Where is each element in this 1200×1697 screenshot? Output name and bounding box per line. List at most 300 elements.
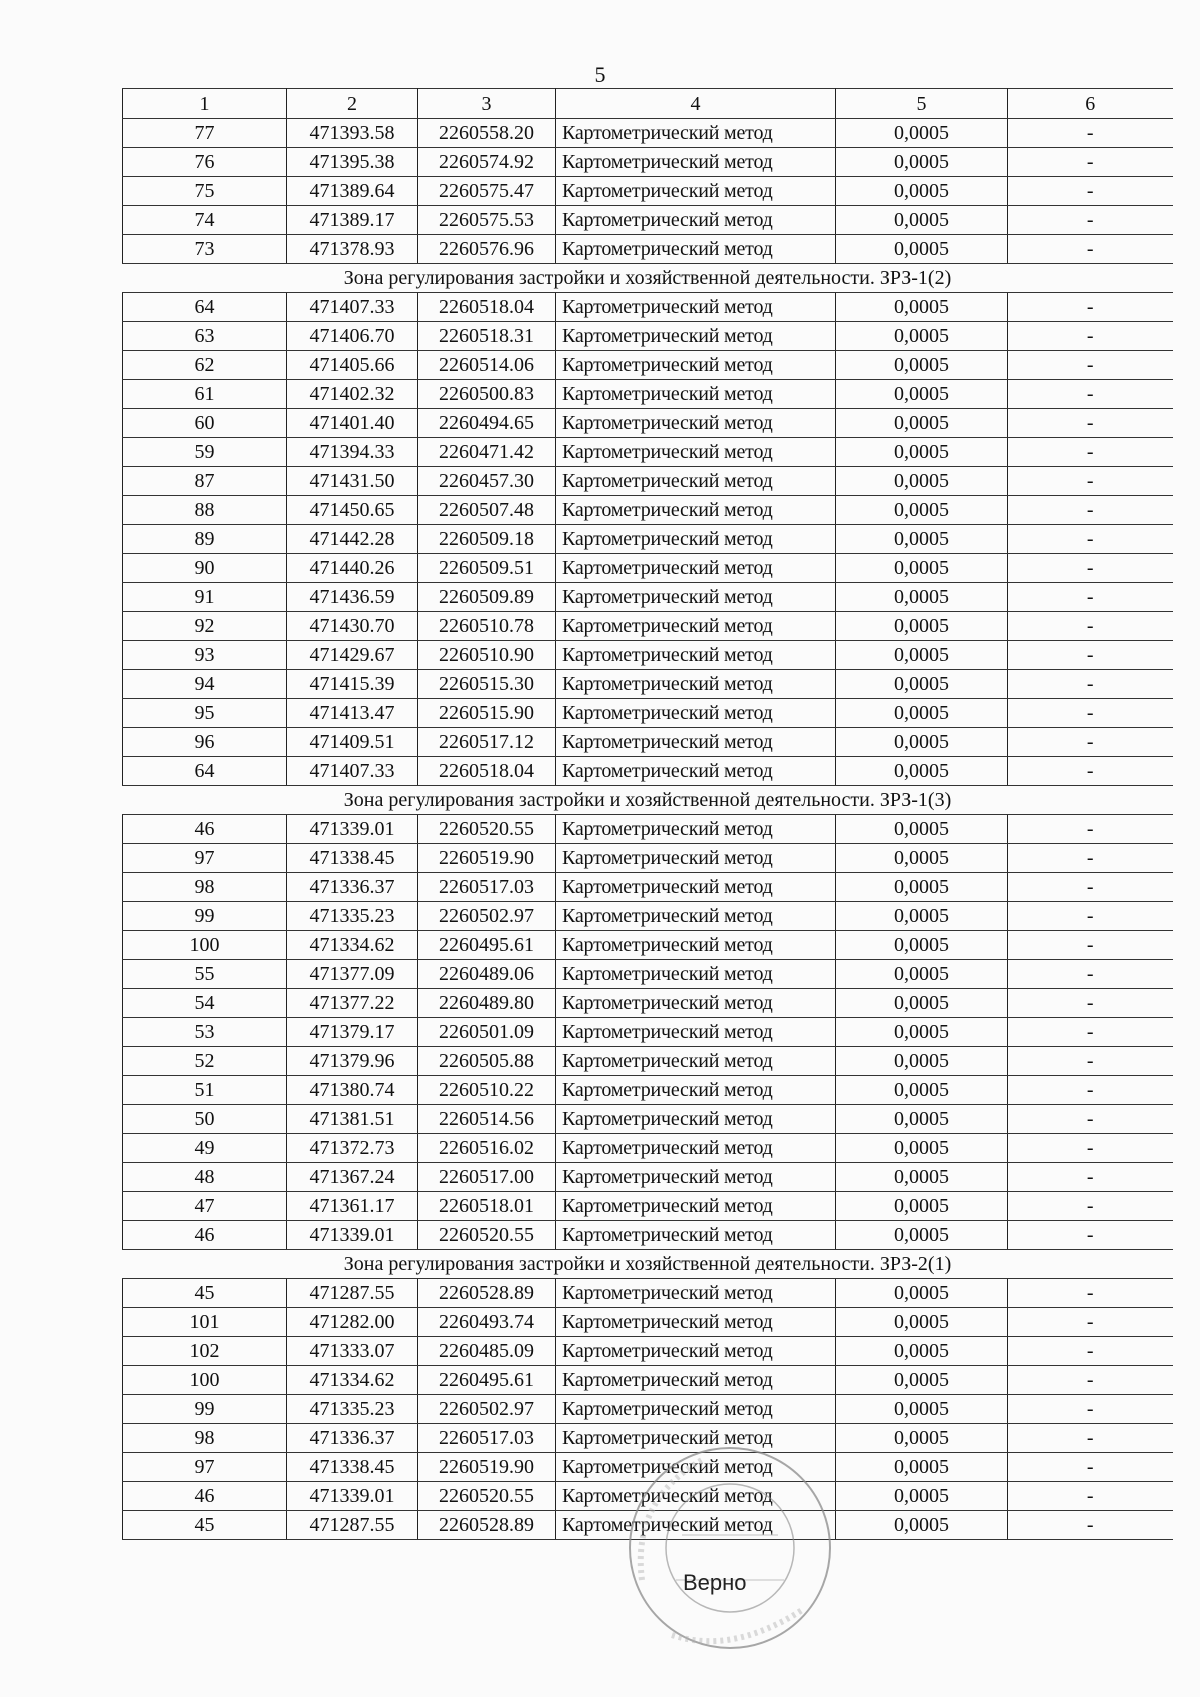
point-number-cell: 59 xyxy=(123,438,287,467)
note-cell: - xyxy=(1008,641,1173,670)
method-cell: Картометрический метод xyxy=(556,1511,836,1540)
y-coordinate-cell: 2260519.90 xyxy=(418,844,556,873)
accuracy-cell: 0,0005 xyxy=(836,728,1008,757)
y-coordinate-cell: 2260510.78 xyxy=(418,612,556,641)
accuracy-cell: 0,0005 xyxy=(836,1395,1008,1424)
point-number-cell: 76 xyxy=(123,148,287,177)
table-row xyxy=(123,844,1173,873)
accuracy-cell: 0,0005 xyxy=(836,612,1008,641)
note-cell: - xyxy=(1008,206,1173,235)
table-row xyxy=(123,1163,1173,1192)
table-row xyxy=(123,1366,1173,1395)
y-coordinate-cell: 2260528.89 xyxy=(418,1511,556,1540)
method-cell: Картометрический метод xyxy=(556,1279,836,1308)
y-coordinate-cell: 2260505.88 xyxy=(418,1047,556,1076)
method-cell: Картометрический метод xyxy=(556,902,836,931)
method-cell: Картометрический метод xyxy=(556,1424,836,1453)
point-number-cell: 52 xyxy=(123,1047,287,1076)
x-coordinate-cell: 471380.74 xyxy=(287,1076,418,1105)
note-cell: - xyxy=(1008,1163,1173,1192)
x-coordinate-cell: 471442.28 xyxy=(287,525,418,554)
x-coordinate-cell: 471402.32 xyxy=(287,380,418,409)
point-number-cell: 54 xyxy=(123,989,287,1018)
note-cell: - xyxy=(1008,670,1173,699)
x-coordinate-cell: 471415.39 xyxy=(287,670,418,699)
method-cell: Картометрический метод xyxy=(556,1482,836,1511)
method-cell: Картометрический метод xyxy=(556,844,836,873)
accuracy-cell: 0,0005 xyxy=(836,1366,1008,1395)
method-cell: Картометрический метод xyxy=(556,931,836,960)
table-row xyxy=(123,293,1173,322)
accuracy-cell: 0,0005 xyxy=(836,1192,1008,1221)
note-cell: - xyxy=(1008,757,1173,786)
method-cell: Картометрический метод xyxy=(556,467,836,496)
point-number-cell: 73 xyxy=(123,235,287,264)
note-cell: - xyxy=(1008,1192,1173,1221)
note-cell: - xyxy=(1008,902,1173,931)
column-header: 5 xyxy=(836,89,1008,119)
x-coordinate-cell: 471377.09 xyxy=(287,960,418,989)
note-cell: - xyxy=(1008,612,1173,641)
note-cell: - xyxy=(1008,583,1173,612)
note-cell: - xyxy=(1008,1221,1173,1250)
point-number-cell: 88 xyxy=(123,496,287,525)
x-coordinate-cell: 471409.51 xyxy=(287,728,418,757)
table-row xyxy=(123,409,1173,438)
x-coordinate-cell: 471339.01 xyxy=(287,815,418,844)
table-row xyxy=(123,496,1173,525)
y-coordinate-cell: 2260517.03 xyxy=(418,873,556,902)
accuracy-cell: 0,0005 xyxy=(836,1308,1008,1337)
accuracy-cell: 0,0005 xyxy=(836,1105,1008,1134)
y-coordinate-cell: 2260520.55 xyxy=(418,1221,556,1250)
point-number-cell: 92 xyxy=(123,612,287,641)
y-coordinate-cell: 2260575.47 xyxy=(418,177,556,206)
method-cell: Картометрический метод xyxy=(556,1163,836,1192)
y-coordinate-cell: 2260518.04 xyxy=(418,757,556,786)
y-coordinate-cell: 2260509.51 xyxy=(418,554,556,583)
y-coordinate-cell: 2260509.18 xyxy=(418,525,556,554)
x-coordinate-cell: 471336.37 xyxy=(287,873,418,902)
x-coordinate-cell: 471339.01 xyxy=(287,1482,418,1511)
x-coordinate-cell: 471381.51 xyxy=(287,1105,418,1134)
method-cell: Картометрический метод xyxy=(556,438,836,467)
accuracy-cell: 0,0005 xyxy=(836,583,1008,612)
note-cell: - xyxy=(1008,525,1173,554)
y-coordinate-cell: 2260574.92 xyxy=(418,148,556,177)
zone-title: Зона регулирования застройки и хозяйственной деятельности. ЗРЗ-2(1) xyxy=(123,1250,1173,1279)
point-number-cell: 100 xyxy=(123,1366,287,1395)
point-number-cell: 97 xyxy=(123,1453,287,1482)
y-coordinate-cell: 2260502.97 xyxy=(418,1395,556,1424)
table-row xyxy=(123,1047,1173,1076)
accuracy-cell: 0,0005 xyxy=(836,554,1008,583)
table-body xyxy=(123,89,1173,1540)
note-cell: - xyxy=(1008,148,1173,177)
table-row xyxy=(123,177,1173,206)
method-cell: Картометрический метод xyxy=(556,322,836,351)
note-cell: - xyxy=(1008,1047,1173,1076)
method-cell: Картометрический метод xyxy=(556,960,836,989)
accuracy-cell: 0,0005 xyxy=(836,960,1008,989)
note-cell: - xyxy=(1008,931,1173,960)
method-cell: Картометрический метод xyxy=(556,554,836,583)
accuracy-cell: 0,0005 xyxy=(836,148,1008,177)
point-number-cell: 94 xyxy=(123,670,287,699)
x-coordinate-cell: 471372.73 xyxy=(287,1134,418,1163)
note-cell: - xyxy=(1008,1424,1173,1453)
note-cell: - xyxy=(1008,1482,1173,1511)
point-number-cell: 50 xyxy=(123,1105,287,1134)
table-row xyxy=(123,351,1173,380)
column-header: 4 xyxy=(556,89,836,119)
y-coordinate-cell: 2260500.83 xyxy=(418,380,556,409)
note-cell: - xyxy=(1008,322,1173,351)
point-number-cell: 60 xyxy=(123,409,287,438)
accuracy-cell: 0,0005 xyxy=(836,699,1008,728)
table-row xyxy=(123,931,1173,960)
y-coordinate-cell: 2260495.61 xyxy=(418,1366,556,1395)
point-number-cell: 95 xyxy=(123,699,287,728)
note-cell: - xyxy=(1008,728,1173,757)
point-number-cell: 98 xyxy=(123,1424,287,1453)
table-row xyxy=(123,1279,1173,1308)
accuracy-cell: 0,0005 xyxy=(836,1279,1008,1308)
note-cell: - xyxy=(1008,1076,1173,1105)
method-cell: Картометрический метод xyxy=(556,1337,836,1366)
note-cell: - xyxy=(1008,438,1173,467)
accuracy-cell: 0,0005 xyxy=(836,235,1008,264)
method-cell: Картометрический метод xyxy=(556,1192,836,1221)
note-cell: - xyxy=(1008,380,1173,409)
point-number-cell: 99 xyxy=(123,902,287,931)
table-row xyxy=(123,1308,1173,1337)
y-coordinate-cell: 2260528.89 xyxy=(418,1279,556,1308)
point-number-cell: 53 xyxy=(123,1018,287,1047)
x-coordinate-cell: 471333.07 xyxy=(287,1337,418,1366)
method-cell: Картометрический метод xyxy=(556,206,836,235)
point-number-cell: 46 xyxy=(123,1221,287,1250)
table-row xyxy=(123,1192,1173,1221)
note-cell: - xyxy=(1008,1105,1173,1134)
table-row xyxy=(123,728,1173,757)
x-coordinate-cell: 471413.47 xyxy=(287,699,418,728)
zone-title-row xyxy=(123,264,1173,293)
table-row xyxy=(123,989,1173,1018)
y-coordinate-cell: 2260502.97 xyxy=(418,902,556,931)
x-coordinate-cell: 471336.37 xyxy=(287,1424,418,1453)
point-number-cell: 77 xyxy=(123,119,287,148)
accuracy-cell: 0,0005 xyxy=(836,1482,1008,1511)
table-row xyxy=(123,1395,1173,1424)
method-cell: Картометрический метод xyxy=(556,235,836,264)
accuracy-cell: 0,0005 xyxy=(836,931,1008,960)
point-number-cell: 74 xyxy=(123,206,287,235)
point-number-cell: 45 xyxy=(123,1279,287,1308)
accuracy-cell: 0,0005 xyxy=(836,844,1008,873)
point-number-cell: 87 xyxy=(123,467,287,496)
accuracy-cell: 0,0005 xyxy=(836,1424,1008,1453)
accuracy-cell: 0,0005 xyxy=(836,351,1008,380)
accuracy-cell: 0,0005 xyxy=(836,1337,1008,1366)
accuracy-cell: 0,0005 xyxy=(836,1076,1008,1105)
x-coordinate-cell: 471377.22 xyxy=(287,989,418,1018)
column-header: 2 xyxy=(287,89,418,119)
method-cell: Картометрический метод xyxy=(556,351,836,380)
accuracy-cell: 0,0005 xyxy=(836,902,1008,931)
x-coordinate-cell: 471287.55 xyxy=(287,1511,418,1540)
table-row xyxy=(123,670,1173,699)
table-row xyxy=(123,235,1173,264)
table-header-row xyxy=(123,89,1173,119)
note-cell: - xyxy=(1008,293,1173,322)
method-cell: Картометрический метод xyxy=(556,1134,836,1163)
zone-title: Зона регулирования застройки и хозяйственной деятельности. ЗРЗ-1(3) xyxy=(123,786,1173,815)
y-coordinate-cell: 2260494.65 xyxy=(418,409,556,438)
y-coordinate-cell: 2260501.09 xyxy=(418,1018,556,1047)
note-cell: - xyxy=(1008,1395,1173,1424)
y-coordinate-cell: 2260520.55 xyxy=(418,815,556,844)
table-row xyxy=(123,467,1173,496)
accuracy-cell: 0,0005 xyxy=(836,380,1008,409)
note-cell: - xyxy=(1008,989,1173,1018)
method-cell: Картометрический метод xyxy=(556,177,836,206)
y-coordinate-cell: 2260517.03 xyxy=(418,1424,556,1453)
column-header: 1 xyxy=(123,89,287,119)
note-cell: - xyxy=(1008,960,1173,989)
x-coordinate-cell: 471407.33 xyxy=(287,293,418,322)
accuracy-cell: 0,0005 xyxy=(836,1134,1008,1163)
method-cell: Картометрический метод xyxy=(556,873,836,902)
accuracy-cell: 0,0005 xyxy=(836,322,1008,351)
method-cell: Картометрический метод xyxy=(556,989,836,1018)
x-coordinate-cell: 471401.40 xyxy=(287,409,418,438)
x-coordinate-cell: 471338.45 xyxy=(287,1453,418,1482)
x-coordinate-cell: 471378.93 xyxy=(287,235,418,264)
table-row xyxy=(123,380,1173,409)
table-row xyxy=(123,322,1173,351)
accuracy-cell: 0,0005 xyxy=(836,989,1008,1018)
accuracy-cell: 0,0005 xyxy=(836,409,1008,438)
method-cell: Картометрический метод xyxy=(556,641,836,670)
x-coordinate-cell: 471389.17 xyxy=(287,206,418,235)
point-number-cell: 46 xyxy=(123,1482,287,1511)
method-cell: Картометрический метод xyxy=(556,496,836,525)
point-number-cell: 98 xyxy=(123,873,287,902)
method-cell: Картометрический метод xyxy=(556,1366,836,1395)
x-coordinate-cell: 471389.64 xyxy=(287,177,418,206)
x-coordinate-cell: 471334.62 xyxy=(287,931,418,960)
y-coordinate-cell: 2260485.09 xyxy=(418,1337,556,1366)
method-cell: Картометрический метод xyxy=(556,409,836,438)
accuracy-cell: 0,0005 xyxy=(836,1018,1008,1047)
table-row xyxy=(123,583,1173,612)
x-coordinate-cell: 471406.70 xyxy=(287,322,418,351)
zone-title: Зона регулирования застройки и хозяйственной деятельности. ЗРЗ-1(2) xyxy=(123,264,1173,293)
accuracy-cell: 0,0005 xyxy=(836,438,1008,467)
page-number: 5 xyxy=(594,62,606,87)
note-cell: - xyxy=(1008,554,1173,583)
table-row xyxy=(123,815,1173,844)
method-cell: Картометрический метод xyxy=(556,699,836,728)
point-number-cell: 51 xyxy=(123,1076,287,1105)
y-coordinate-cell: 2260518.01 xyxy=(418,1192,556,1221)
method-cell: Картометрический метод xyxy=(556,670,836,699)
point-number-cell: 102 xyxy=(123,1337,287,1366)
y-coordinate-cell: 2260457.30 xyxy=(418,467,556,496)
point-number-cell: 101 xyxy=(123,1308,287,1337)
note-cell: - xyxy=(1008,1308,1173,1337)
accuracy-cell: 0,0005 xyxy=(836,670,1008,699)
y-coordinate-cell: 2260515.90 xyxy=(418,699,556,728)
note-cell: - xyxy=(1008,815,1173,844)
x-coordinate-cell: 471367.24 xyxy=(287,1163,418,1192)
table-row xyxy=(123,525,1173,554)
y-coordinate-cell: 2260518.04 xyxy=(418,293,556,322)
point-number-cell: 99 xyxy=(123,1395,287,1424)
method-cell: Картометрический метод xyxy=(556,1395,836,1424)
note-cell: - xyxy=(1008,1511,1173,1540)
note-cell: - xyxy=(1008,177,1173,206)
table-row xyxy=(123,699,1173,728)
point-number-cell: 96 xyxy=(123,728,287,757)
y-coordinate-cell: 2260520.55 xyxy=(418,1482,556,1511)
x-coordinate-cell: 471339.01 xyxy=(287,1221,418,1250)
note-cell: - xyxy=(1008,119,1173,148)
accuracy-cell: 0,0005 xyxy=(836,525,1008,554)
accuracy-cell: 0,0005 xyxy=(836,1163,1008,1192)
note-cell: - xyxy=(1008,844,1173,873)
method-cell: Картометрический метод xyxy=(556,1105,836,1134)
x-coordinate-cell: 471405.66 xyxy=(287,351,418,380)
method-cell: Картометрический метод xyxy=(556,1047,836,1076)
table-row xyxy=(123,438,1173,467)
note-cell: - xyxy=(1008,1337,1173,1366)
accuracy-cell: 0,0005 xyxy=(836,496,1008,525)
y-coordinate-cell: 2260489.80 xyxy=(418,989,556,1018)
point-number-cell: 89 xyxy=(123,525,287,554)
y-coordinate-cell: 2260558.20 xyxy=(418,119,556,148)
table-row xyxy=(123,148,1173,177)
note-cell: - xyxy=(1008,1018,1173,1047)
method-cell: Картометрический метод xyxy=(556,728,836,757)
point-number-cell: 93 xyxy=(123,641,287,670)
table-row xyxy=(123,119,1173,148)
point-number-cell: 45 xyxy=(123,1511,287,1540)
x-coordinate-cell: 471450.65 xyxy=(287,496,418,525)
accuracy-cell: 0,0005 xyxy=(836,641,1008,670)
method-cell: Картометрический метод xyxy=(556,1076,836,1105)
x-coordinate-cell: 471379.96 xyxy=(287,1047,418,1076)
point-number-cell: 55 xyxy=(123,960,287,989)
table-row xyxy=(123,1076,1173,1105)
x-coordinate-cell: 471431.50 xyxy=(287,467,418,496)
method-cell: Картометрический метод xyxy=(556,380,836,409)
accuracy-cell: 0,0005 xyxy=(836,467,1008,496)
y-coordinate-cell: 2260575.53 xyxy=(418,206,556,235)
x-coordinate-cell: 471395.38 xyxy=(287,148,418,177)
y-coordinate-cell: 2260495.61 xyxy=(418,931,556,960)
note-cell: - xyxy=(1008,1279,1173,1308)
accuracy-cell: 0,0005 xyxy=(836,757,1008,786)
y-coordinate-cell: 2260514.56 xyxy=(418,1105,556,1134)
x-coordinate-cell: 471436.59 xyxy=(287,583,418,612)
x-coordinate-cell: 471338.45 xyxy=(287,844,418,873)
point-number-cell: 91 xyxy=(123,583,287,612)
note-cell: - xyxy=(1008,351,1173,380)
method-cell: Картометрический метод xyxy=(556,612,836,641)
table-row xyxy=(123,1105,1173,1134)
y-coordinate-cell: 2260516.02 xyxy=(418,1134,556,1163)
x-coordinate-cell: 471429.67 xyxy=(287,641,418,670)
x-coordinate-cell: 471393.58 xyxy=(287,119,418,148)
method-cell: Картометрический метод xyxy=(556,1018,836,1047)
point-number-cell: 63 xyxy=(123,322,287,351)
point-number-cell: 100 xyxy=(123,931,287,960)
note-cell: - xyxy=(1008,699,1173,728)
y-coordinate-cell: 2260515.30 xyxy=(418,670,556,699)
point-number-cell: 47 xyxy=(123,1192,287,1221)
column-header: 3 xyxy=(418,89,556,119)
point-number-cell: 64 xyxy=(123,757,287,786)
y-coordinate-cell: 2260510.22 xyxy=(418,1076,556,1105)
method-cell: Картометрический метод xyxy=(556,815,836,844)
method-cell: Картометрический метод xyxy=(556,1221,836,1250)
accuracy-cell: 0,0005 xyxy=(836,815,1008,844)
method-cell: Картометрический метод xyxy=(556,1308,836,1337)
zone-title-row xyxy=(123,786,1173,815)
y-coordinate-cell: 2260510.90 xyxy=(418,641,556,670)
method-cell: Картометрический метод xyxy=(556,583,836,612)
table-row xyxy=(123,554,1173,583)
x-coordinate-cell: 471282.00 xyxy=(287,1308,418,1337)
note-cell: - xyxy=(1008,1134,1173,1163)
y-coordinate-cell: 2260514.06 xyxy=(418,351,556,380)
stamp-label: Верно xyxy=(683,1570,747,1595)
accuracy-cell: 0,0005 xyxy=(836,177,1008,206)
y-coordinate-cell: 2260576.96 xyxy=(418,235,556,264)
accuracy-cell: 0,0005 xyxy=(836,206,1008,235)
zone-title-row xyxy=(123,1250,1173,1279)
y-coordinate-cell: 2260489.06 xyxy=(418,960,556,989)
method-cell: Картометрический метод xyxy=(556,119,836,148)
method-cell: Картометрический метод xyxy=(556,148,836,177)
table-row xyxy=(123,873,1173,902)
method-cell: Картометрический метод xyxy=(556,525,836,554)
table-row xyxy=(123,641,1173,670)
table-row xyxy=(123,206,1173,235)
x-coordinate-cell: 471335.23 xyxy=(287,1395,418,1424)
y-coordinate-cell: 2260517.12 xyxy=(418,728,556,757)
method-cell: Картометрический метод xyxy=(556,757,836,786)
table-row xyxy=(123,757,1173,786)
table-row xyxy=(123,1134,1173,1163)
accuracy-cell: 0,0005 xyxy=(836,293,1008,322)
x-coordinate-cell: 471287.55 xyxy=(287,1279,418,1308)
note-cell: - xyxy=(1008,496,1173,525)
column-header: 6 xyxy=(1008,89,1173,119)
round-seal-stamp xyxy=(612,1440,842,1655)
note-cell: - xyxy=(1008,873,1173,902)
accuracy-cell: 0,0005 xyxy=(836,119,1008,148)
x-coordinate-cell: 471361.17 xyxy=(287,1192,418,1221)
note-cell: - xyxy=(1008,235,1173,264)
x-coordinate-cell: 471394.33 xyxy=(287,438,418,467)
point-number-cell: 90 xyxy=(123,554,287,583)
point-number-cell: 46 xyxy=(123,815,287,844)
method-cell: Картометрический метод xyxy=(556,1453,836,1482)
y-coordinate-cell: 2260509.89 xyxy=(418,583,556,612)
